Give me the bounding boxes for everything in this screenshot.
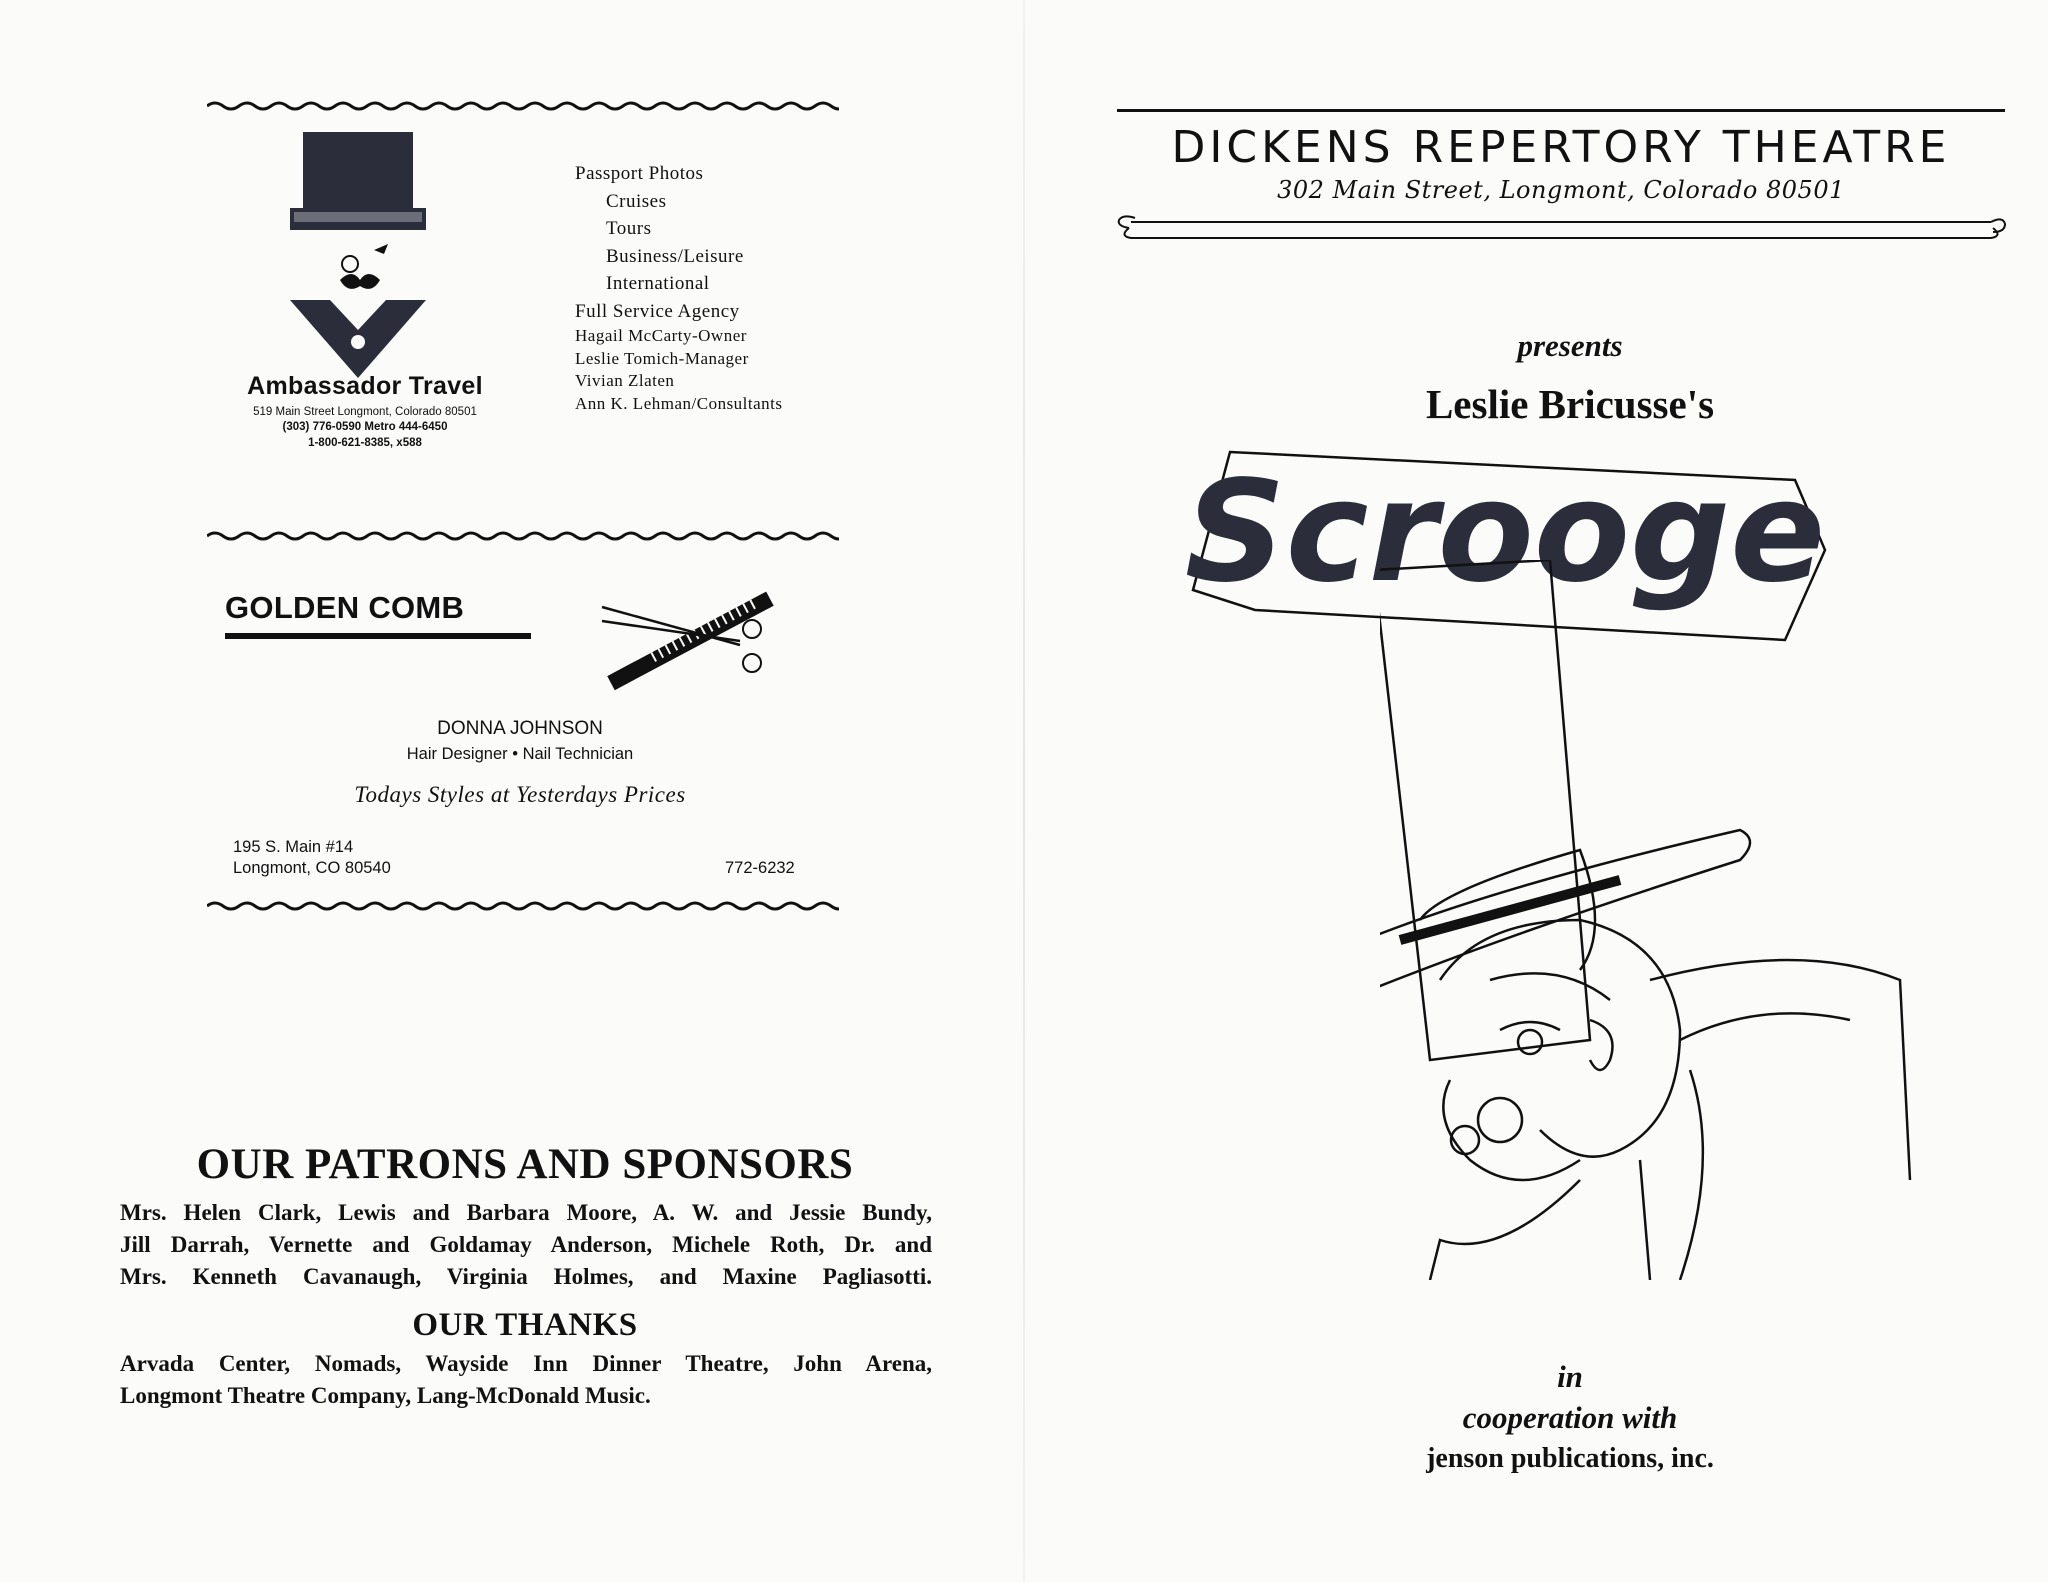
ambassador-address: 519 Main Street Longmont, Colorado 80501 bbox=[253, 406, 477, 418]
patrons-line: Mrs. Helen Clark, Lewis and Barbara Moore, A. W. and Jessie Bundy, bbox=[120, 1200, 932, 1225]
service-item: Full Service Agency bbox=[575, 300, 740, 322]
ambassador-logo bbox=[270, 130, 450, 380]
golden-comb-slogan: Todays Styles at Yesterdays Prices bbox=[354, 782, 686, 807]
cooperation-label: cooperation with bbox=[1462, 1400, 1678, 1435]
in-label: in bbox=[1557, 1359, 1583, 1394]
service-item: Passport Photos bbox=[575, 163, 704, 184]
scrooge-title: Scrooge bbox=[1185, 451, 1826, 614]
thanks-line: Longmont Theatre Company, Lang-McDonald Music. bbox=[120, 1383, 651, 1408]
golden-comb-name: GOLDEN COMB bbox=[225, 590, 465, 625]
patrons-list bbox=[120, 1197, 932, 1293]
staff-item: Vivian Zlaten bbox=[575, 371, 675, 390]
staff-item: Ann K. Lehman/Consultants bbox=[575, 393, 783, 413]
wavy-divider-bottom bbox=[207, 900, 839, 912]
wavy-divider-middle bbox=[207, 530, 839, 542]
service-item: Business/Leisure bbox=[606, 245, 744, 267]
service-item: International bbox=[606, 273, 710, 294]
presents-label: presents bbox=[1517, 328, 1623, 363]
theatre-address: 302 Main Street, Longmont, Colorado 80501 bbox=[1277, 176, 1845, 204]
golden-comb-phone: 772-6232 bbox=[725, 859, 795, 877]
service-item: Tours bbox=[606, 218, 652, 239]
service-item: Cruises bbox=[606, 190, 667, 212]
cover-top-rule bbox=[1117, 109, 2005, 112]
golden-comb-roles: Hair Designer • Nail Technician bbox=[406, 745, 634, 763]
golden-comb-person: DONNA JOHNSON bbox=[437, 718, 603, 739]
wavy-divider-top bbox=[207, 100, 839, 112]
publisher-name: jenson publications, inc. bbox=[1426, 1443, 1714, 1474]
ambassador-phone: (303) 776-0590 Metro 444-6450 bbox=[282, 421, 448, 433]
page-fold bbox=[1023, 0, 1025, 1582]
golden-comb-address-1: 195 S. Main #14 bbox=[233, 838, 354, 856]
theatre-name: DICKENS REPERTORY THEATRE bbox=[1171, 122, 1951, 173]
scrooge-illustration bbox=[1380, 560, 1960, 1280]
ambassador-name: Ambassador Travel bbox=[247, 372, 483, 400]
golden-comb-address-2: Longmont, CO 80540 bbox=[233, 859, 391, 877]
thanks-list bbox=[120, 1348, 932, 1412]
staff-item: Hagail McCarty-Owner bbox=[575, 326, 747, 345]
patrons-line: Jill Darrah, Vernette and Goldamay Anderson, Michele Roth, Dr. and bbox=[120, 1232, 932, 1257]
ambassador-services bbox=[575, 160, 875, 415]
golden-comb-underline bbox=[225, 633, 531, 639]
patrons-heading: OUR PATRONS AND SPONSORS bbox=[196, 1141, 854, 1188]
comb-scissors-icon bbox=[590, 585, 790, 695]
scroll-rule bbox=[1115, 212, 2007, 242]
staff-item: Leslie Tomich-Manager bbox=[575, 348, 749, 368]
thanks-heading: OUR THANKS bbox=[412, 1307, 638, 1343]
patrons-line: Mrs. Kenneth Cavanaugh, Virginia Holmes, and Maxine Pagliasotti. bbox=[120, 1264, 932, 1289]
author-name: Leslie Bricusse's bbox=[1425, 381, 1715, 427]
ambassador-tollfree: 1-800-621-8385, x588 bbox=[308, 437, 422, 449]
thanks-line: Arvada Center, Nomads, Wayside Inn Dinner Theatre, John Arena, bbox=[120, 1351, 932, 1376]
